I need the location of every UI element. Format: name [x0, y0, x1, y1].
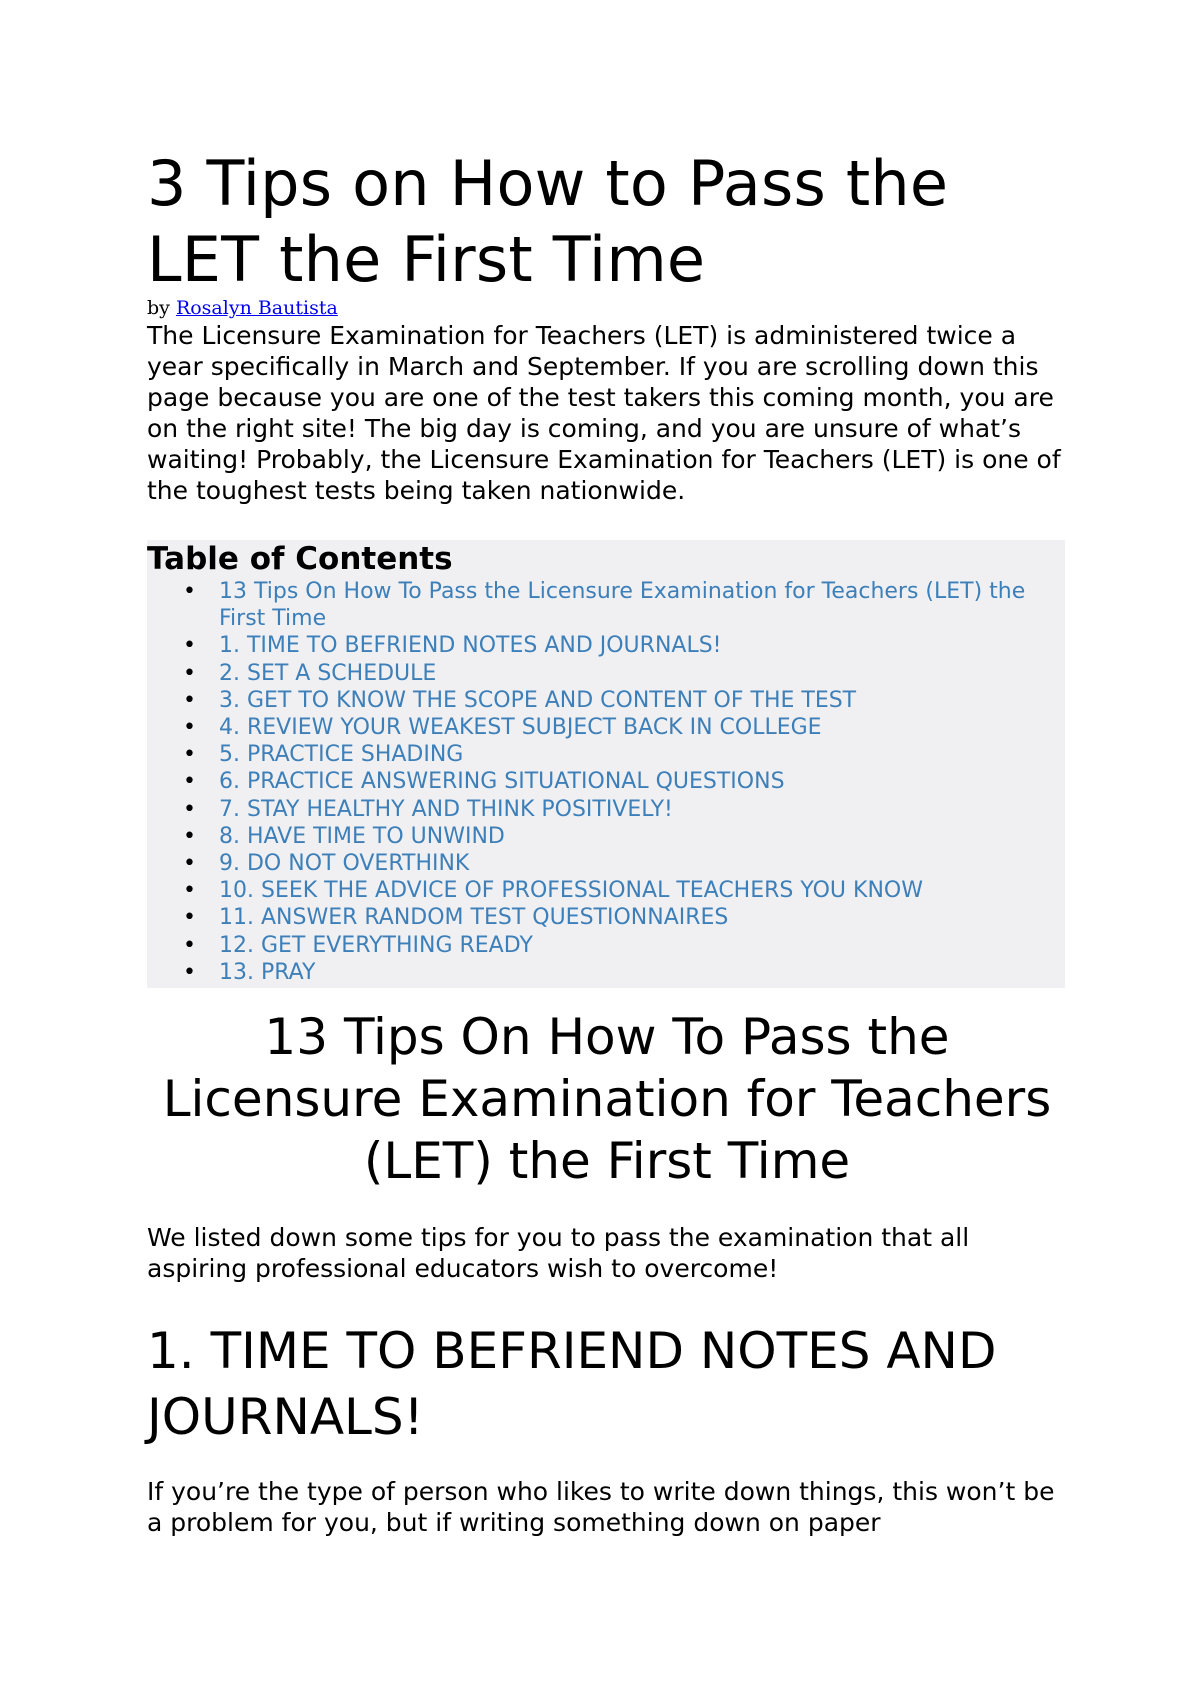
toc-link-7[interactable]: 7. STAY HEALTHY AND THINK POSITIVELY! [219, 796, 673, 822]
tip-1-paragraph: If you’re the type of person who likes to write down things, this won’t be a problem for you, but if writing something down on paper [147, 1477, 1055, 1537]
toc-link-12[interactable]: 12. GET EVERYTHING READY [219, 932, 533, 958]
author-link[interactable]: Rosalyn Bautista [175, 297, 338, 319]
toc-item [183, 714, 1063, 741]
toc-item [183, 741, 1063, 768]
toc-link-intro[interactable]: 13 Tips On How To Pass the Licensure Examination for Teachers (LET) the First Time [219, 579, 1026, 632]
intro-paragraph: The Licensure Examination for Teachers (LET) is administered twice a year specifically in March and September. If you are scrolling down this page because you are one of the test takers this coming month, you are on the right site! The big day is coming, and you are unsure of what’s waiting! Probably, the Licensure Examination for Teachers (LET) is one of the toughest tests being taken nationwide. [147, 321, 1061, 505]
byline-prefix: by [147, 297, 176, 319]
toc-item [183, 632, 1063, 659]
byline [147, 296, 338, 320]
toc-link-9[interactable]: 9. DO NOT OVERTHINK [219, 851, 470, 877]
toc-item [183, 660, 1063, 687]
toc-item [183, 768, 1063, 795]
toc-item [183, 932, 1063, 959]
toc-item [183, 687, 1063, 714]
toc-item [183, 877, 1063, 904]
toc-link-11[interactable]: 11. ANSWER RANDOM TEST QUESTIONNAIRES [219, 905, 729, 931]
table-of-contents [147, 540, 1065, 988]
section-title: 13 Tips On How To Pass the Licensure Examination for Teachers (LET) the First Time [162, 1008, 1052, 1190]
article-title: 3 Tips on How to Pass the LET the First Time [147, 147, 949, 296]
toc-link-13[interactable]: 13. PRAY [219, 959, 316, 985]
toc-item [183, 823, 1063, 850]
toc-link-1[interactable]: 1. TIME TO BEFRIEND NOTES AND JOURNALS! [219, 633, 722, 659]
toc-link-2[interactable]: 2. SET A SCHEDULE [219, 660, 437, 686]
toc-item [183, 904, 1063, 931]
toc-link-10[interactable]: 10. SEEK THE ADVICE OF PROFESSIONAL TEACHERS YOU KNOW [219, 878, 923, 904]
toc-item [183, 578, 1063, 632]
section-lead-paragraph: We listed down some tips for you to pass the examination that all aspiring professional educators wish to overcome! [147, 1223, 970, 1283]
tip-1-heading: 1. TIME TO BEFRIEND NOTES AND JOURNALS! [147, 1322, 997, 1446]
toc-link-6[interactable]: 6. PRACTICE ANSWERING SITUATIONAL QUESTIONS [219, 769, 785, 795]
toc-link-4[interactable]: 4. REVIEW YOUR WEAKEST SUBJECT BACK IN COLLEGE [219, 715, 822, 741]
toc-link-8[interactable]: 8. HAVE TIME TO UNWIND [219, 823, 505, 849]
toc-item [183, 796, 1063, 823]
toc-link-5[interactable]: 5. PRACTICE SHADING [219, 742, 464, 768]
toc-item [183, 959, 1063, 986]
toc-link-3[interactable]: 3. GET TO KNOW THE SCOPE AND CONTENT OF THE TEST [219, 687, 857, 713]
toc-item [183, 850, 1063, 877]
toc-list [183, 578, 1063, 986]
toc-title: Table of Contents [147, 541, 453, 577]
